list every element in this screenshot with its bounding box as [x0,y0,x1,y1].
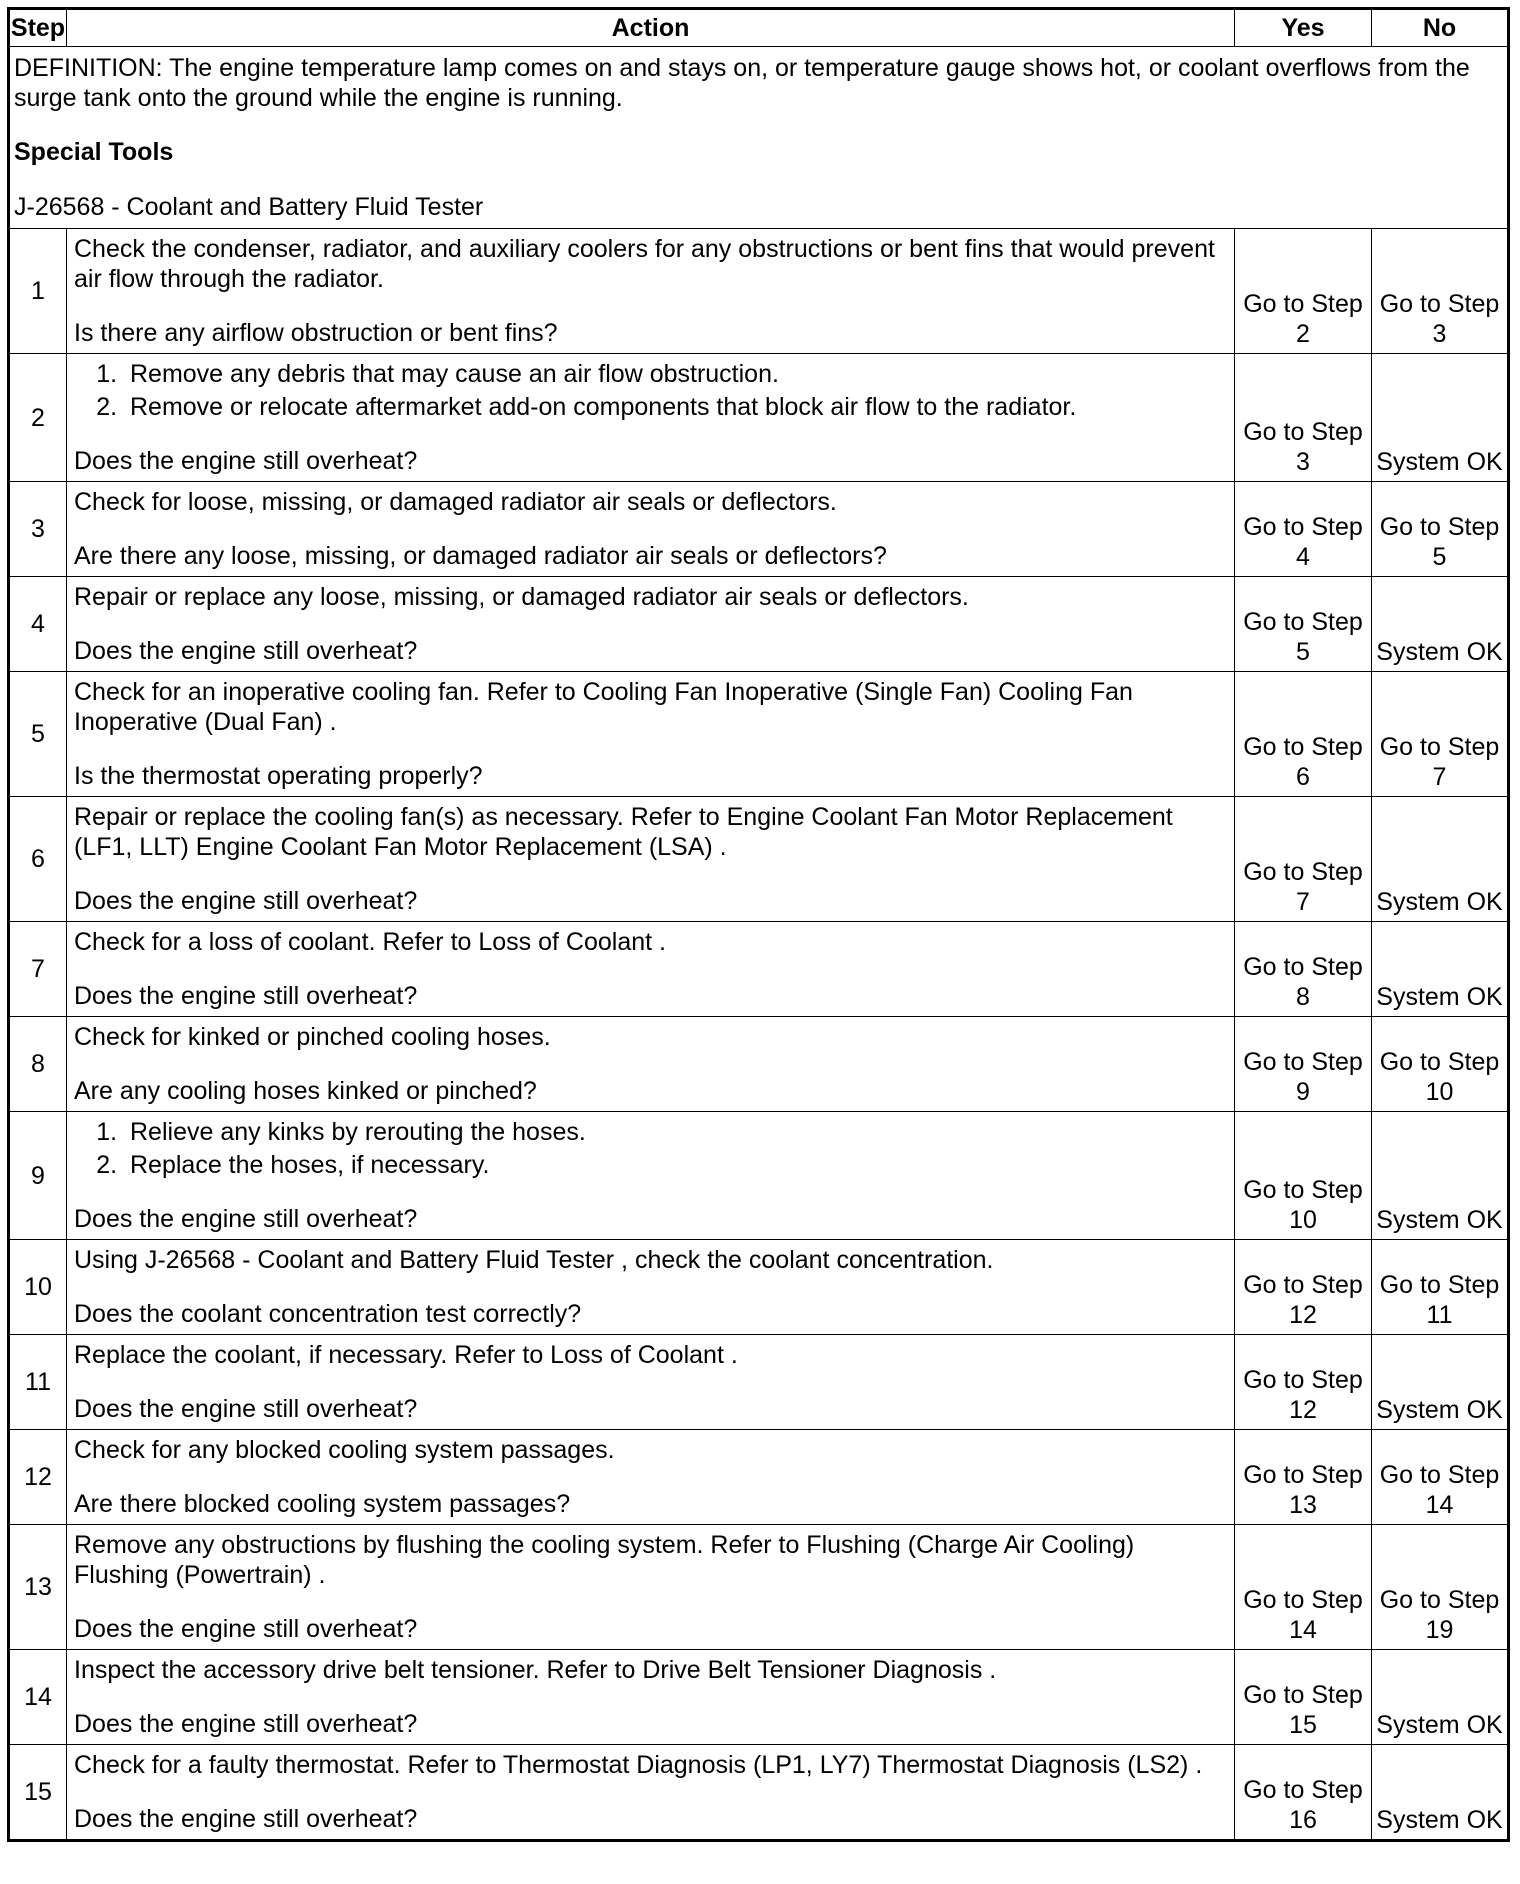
no-answer-line1 [1374,417,1505,447]
step-number: 5 [9,672,67,797]
yes-answer-line1: Go to Step [1243,1586,1363,1614]
yes-answer-line1: Go to Step [1243,733,1363,761]
step-number: 10 [9,1240,67,1335]
special-tool-item: J-26568 - Coolant and Battery Fluid Tester [14,193,484,221]
yes-answer [1235,797,1372,922]
action-instruction: Repair or replace the cooling fan(s) as necessary. Refer to Engine Coolant Fan Motor Replacement (LF1, LLT) Engine Coolant Fan Motor Replacement (LSA) . [74,803,1173,861]
yes-answer-line1: Go to Step [1243,1776,1363,1804]
yes-answer-line2: 14 [1289,1616,1317,1644]
yes-answer-line1: Go to Step [1243,513,1363,541]
no-answer-line2: System OK [1376,638,1503,666]
step-action [67,1335,1235,1430]
no-answer [1372,577,1509,672]
yes-answer-line2: 4 [1296,543,1310,571]
no-answer-line2: 3 [1432,320,1447,348]
no-answer-line2: 19 [1425,1616,1454,1644]
yes-answer-line1: Go to Step [1243,1176,1363,1204]
action-question: Does the engine still overheat? [74,982,418,1010]
action-instruction: Check for an inoperative cooling fan. Refer to Cooling Fan Inoperative (Single Fan) Cooling Fan Inoperative (Dual Fan) . [74,678,1133,736]
step-action [67,1430,1235,1525]
action-instruction: Replace the coolant, if necessary. Refer to Loss of Coolant . [74,1341,738,1369]
action-question: Are there blocked cooling system passages? [74,1490,571,1518]
step-number: 15 [9,1745,67,1841]
action-instruction: Using J-26568 - Coolant and Battery Fluid Tester , check the coolant concentration. [74,1246,994,1274]
action-list-item: 1. Relieve any kinks by rerouting the hoses. [124,1117,1226,1147]
yes-answer-line2: 12 [1289,1396,1317,1424]
yes-answer-line1: Go to Step [1243,1681,1363,1709]
no-answer-line2: System OK [1376,1711,1503,1739]
action-instruction: Check for loose, missing, or damaged radiator air seals or deflectors. [74,488,837,516]
yes-answer-line1: Go to Step [1243,1366,1363,1394]
no-answer [1372,797,1509,922]
step-row [9,482,1509,577]
header-step: Step [9,9,67,47]
step-action [67,1017,1235,1112]
yes-answer [1235,482,1372,577]
action-list [74,359,1226,422]
yes-answer-line1: Go to Step [1243,1461,1363,1489]
no-answer-line2: System OK [1376,888,1503,916]
step-action [67,1650,1235,1745]
action-question: Does the coolant concentration test correctly? [74,1300,582,1328]
no-answer-line1 [1374,1175,1505,1205]
action-question: Does the engine still overheat? [74,1615,418,1643]
step-number: 1 [9,229,67,354]
step-row [9,797,1509,922]
no-answer-line1: Go to Step [1379,1461,1500,1489]
yes-answer-line2: 13 [1289,1491,1317,1519]
step-action [67,1525,1235,1650]
no-answer [1372,1112,1509,1240]
no-answer-line2: 5 [1432,543,1447,571]
step-row [9,1525,1509,1650]
header-row [9,9,1509,47]
action-instruction: Remove any obstructions by flushing the cooling system. Refer to Flushing (Charge Air Cooling) Flushing (Powertrain) . [74,1531,1135,1589]
yes-answer [1235,229,1372,354]
step-number: 2 [9,354,67,482]
yes-answer [1235,1430,1372,1525]
no-answer [1372,922,1509,1017]
action-question: Does the engine still overheat? [74,887,418,915]
no-answer-line2: System OK [1376,1206,1503,1234]
no-answer-line1: Go to Step [1379,1271,1500,1299]
no-answer-line1: Go to Step [1379,290,1500,318]
header-no: No [1372,9,1509,47]
step-number: 7 [9,922,67,1017]
no-answer-line2: 14 [1425,1491,1454,1519]
yes-answer [1235,1525,1372,1650]
step-number: 3 [9,482,67,577]
yes-answer-line2: 9 [1296,1078,1310,1106]
no-answer-line2: 10 [1425,1078,1454,1106]
yes-answer-line2: 8 [1296,983,1310,1011]
step-row [9,1017,1509,1112]
yes-answer-line1: Go to Step [1243,1048,1363,1076]
action-instruction: Check for any blocked cooling system passages. [74,1436,615,1464]
header-yes: Yes [1235,9,1372,47]
action-instruction: Check for a loss of coolant. Refer to Loss of Coolant . [74,928,666,956]
no-answer-line1 [1374,1775,1505,1805]
no-answer-line2: 11 [1426,1301,1453,1329]
step-number: 6 [9,797,67,922]
step-number: 11 [9,1335,67,1430]
yes-answer [1235,354,1372,482]
step-action [67,1745,1235,1841]
no-answer [1372,1745,1509,1841]
yes-answer-line2: 16 [1289,1806,1317,1834]
step-action [67,1240,1235,1335]
action-list-item: 1. Remove any debris that may cause an air flow obstruction. [124,359,1226,389]
no-answer-line1 [1374,1680,1505,1710]
action-question: Does the engine still overheat? [74,1395,418,1423]
special-tools-heading: Special Tools [14,138,174,166]
step-number: 8 [9,1017,67,1112]
diagnostic-table-container [7,7,1510,1842]
step-row [9,672,1509,797]
no-answer [1372,1240,1509,1335]
step-row [9,1112,1509,1240]
definition-text: DEFINITION: The engine temperature lamp comes on and stays on, or temperature gauge shows hot, or coolant overflows from the surge tank onto the ground while the engine is running. [14,54,1470,112]
yes-answer-line2: 10 [1289,1206,1317,1234]
step-action [67,922,1235,1017]
yes-answer [1235,577,1372,672]
action-question: Does the engine still overheat? [74,447,418,475]
step-row [9,1650,1509,1745]
yes-answer [1235,1112,1372,1240]
no-answer-line2: System OK [1376,983,1503,1011]
yes-answer-line2: 5 [1296,638,1310,666]
action-instruction: Check the condenser, radiator, and auxiliary coolers for any obstructions or bent fins that would prevent air flow through the radiator. [74,235,1215,293]
no-answer-line1 [1374,952,1505,982]
action-instruction: Check for a faulty thermostat. Refer to Thermostat Diagnosis (LP1, LY7) Thermostat Diagnosis (LS2) . [74,1751,1203,1779]
action-question: Is the thermostat operating properly? [74,762,483,790]
yes-answer-line2: 6 [1296,763,1310,791]
yes-answer [1235,672,1372,797]
action-list [74,1117,1226,1180]
yes-answer-line1: Go to Step [1243,858,1363,886]
step-row [9,1430,1509,1525]
step-row [9,229,1509,354]
action-instruction: Repair or replace any loose, missing, or damaged radiator air seals or deflectors. [74,583,969,611]
yes-answer-line1: Go to Step [1243,290,1363,318]
yes-answer-line1: Go to Step [1243,608,1363,636]
no-answer-line2: System OK [1376,1396,1503,1424]
intro-cell [9,47,1509,229]
step-number: 14 [9,1650,67,1745]
no-answer [1372,1017,1509,1112]
header-action: Action [67,9,1235,47]
yes-answer-line2: 2 [1296,320,1310,348]
step-action [67,577,1235,672]
yes-answer-line1: Go to Step [1243,1271,1363,1299]
no-answer [1372,354,1509,482]
no-answer [1372,1650,1509,1745]
no-answer [1372,482,1509,577]
yes-answer-line2: 7 [1296,888,1310,916]
yes-answer-line1: Go to Step [1243,953,1363,981]
no-answer [1372,1525,1509,1650]
action-question: Does the engine still overheat? [74,1710,418,1738]
step-number: 13 [9,1525,67,1650]
step-action [67,354,1235,482]
no-answer-line1 [1374,1365,1505,1395]
action-list-item: 2. Replace the hoses, if necessary. [124,1150,1226,1180]
no-answer [1372,672,1509,797]
diagnostic-table [7,7,1510,1842]
step-action [67,1112,1235,1240]
no-answer-line1 [1374,607,1505,637]
yes-answer-line2: 15 [1289,1711,1317,1739]
step-number: 12 [9,1430,67,1525]
action-question: Does the engine still overheat? [74,1205,418,1233]
yes-answer [1235,922,1372,1017]
yes-answer [1235,1745,1372,1841]
step-row [9,1240,1509,1335]
action-list-item: 2. Remove or relocate aftermarket add-on components that block air flow to the radiator. [124,392,1226,422]
yes-answer [1235,1240,1372,1335]
step-action [67,229,1235,354]
yes-answer [1235,1335,1372,1430]
step-row [9,354,1509,482]
yes-answer-line1: Go to Step [1243,418,1363,446]
step-row [9,577,1509,672]
no-answer [1372,1430,1509,1525]
no-answer-line1: Go to Step [1379,733,1500,761]
no-answer [1372,229,1509,354]
no-answer-line2: 7 [1432,763,1447,791]
step-action [67,672,1235,797]
yes-answer [1235,1017,1372,1112]
no-answer [1372,1335,1509,1430]
action-question: Are there any loose, missing, or damaged radiator air seals or deflectors? [74,542,887,570]
action-instruction: Inspect the accessory drive belt tensioner. Refer to Drive Belt Tensioner Diagnosis . [74,1656,997,1684]
step-row [9,922,1509,1017]
no-answer-line1: Go to Step [1379,513,1500,541]
step-row [9,1745,1509,1841]
step-row [9,1335,1509,1430]
step-action [67,482,1235,577]
step-number: 9 [9,1112,67,1240]
yes-answer [1235,1650,1372,1745]
step-number: 4 [9,577,67,672]
action-question: Does the engine still overheat? [74,637,418,665]
step-action [67,797,1235,922]
intro-row [9,47,1509,229]
action-question: Does the engine still overheat? [74,1805,418,1833]
no-answer-line2: System OK [1376,448,1503,476]
action-question: Is there any airflow obstruction or bent fins? [74,319,558,347]
no-answer-line1 [1374,857,1505,887]
action-question: Are any cooling hoses kinked or pinched? [74,1077,537,1105]
no-answer-line1: Go to Step [1379,1586,1500,1614]
no-answer-line1: Go to Step [1379,1048,1500,1076]
no-answer-line2: System OK [1376,1806,1503,1834]
yes-answer-line2: 12 [1289,1301,1317,1329]
action-instruction: Check for kinked or pinched cooling hoses. [74,1023,551,1051]
yes-answer-line2: 3 [1296,448,1310,476]
